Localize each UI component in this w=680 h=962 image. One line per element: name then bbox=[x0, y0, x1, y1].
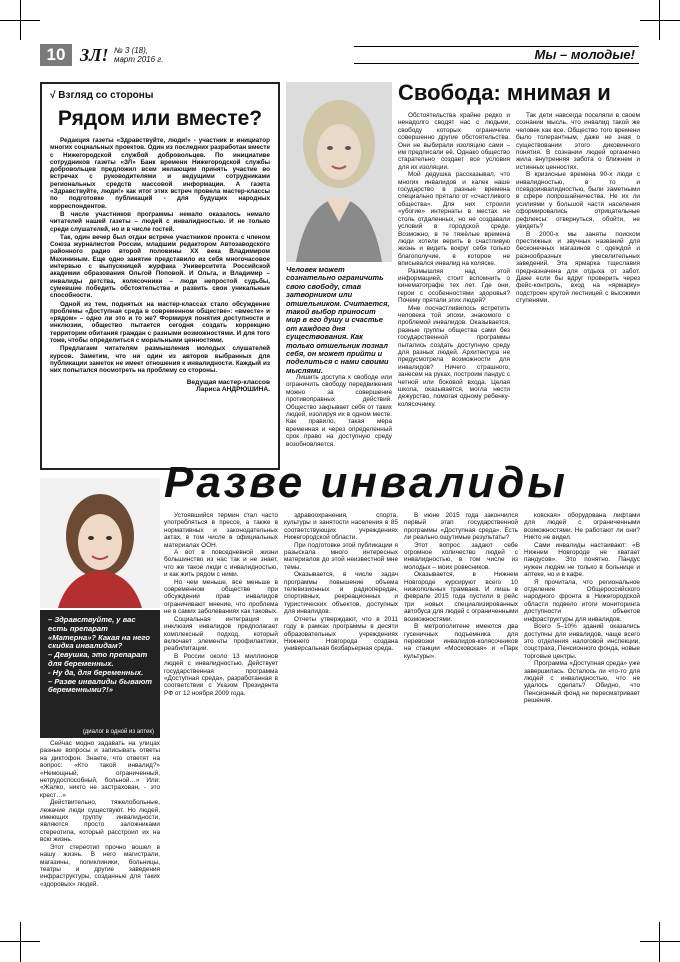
editorial-title: Рядом или вместе? bbox=[57, 107, 263, 130]
paragraph: ковская» оборудована лифтами для людей с ограниченными возможностями. Не работают ли они? Никто не видел. bbox=[524, 512, 640, 542]
crop-mark bbox=[659, 0, 660, 40]
paragraph: Этот вопрос задают себе огромное количество людей с инвалидностью, в том числе из молодых – моих ровесников. bbox=[404, 541, 518, 571]
paragraph: В июне 2015 года закончился первый этап государственной программы «Доступная среда». Есть ли реально ощутимые результаты? bbox=[404, 512, 518, 542]
paragraph: Социальная интеграция и инклюзия инвалидов предполагает комплексный подход, который включает элементы профилактики, реабилитации. bbox=[164, 615, 278, 653]
author-photo bbox=[286, 82, 392, 262]
paragraph: Мне посчастливилось встретить человека той эпохи, знакомого с проблемой инвалидов. Оказывается, разные группы общества сами без государственной программы пытались создать доступную среду для разных людей. Архитектура не предусмотрела возможности для инвалидов? Ничего страшного, занесем на руках, построим пандус с четной или боковой входа. Целая школа, оказывается, могла нести дежурство, помогая одному ребенку-колясочнику. bbox=[398, 304, 510, 408]
paragraph: Программа «Доступная среда» уже завершилась. Осталось ли что-то для людей с инвалидностью, что не удалось сделать? Обидно, что Пенсионный фонд не пересматривает решения. bbox=[524, 660, 640, 705]
text-column bbox=[286, 374, 392, 450]
paragraph: Но чем меньше, все меньше в современном обществе при обсуждении прав инвалидов ограничивают мнение, что проблема не в самих заболеваниях как таковых. bbox=[164, 578, 278, 616]
paragraph: В России около 13 миллионов людей с инвалидностью. Действует государственная программа «Доступная среда», разработанная в соответствии с Указом Президента РФ от 12 ноября 2009 года. bbox=[164, 652, 278, 697]
paragraph: Сами инвалиды настаивают: «В Нижнем Новгороде не хватает пандусов». Это понятно. Пандус нужен людям не только в больнице и аптеке, но и в кафе. bbox=[524, 541, 640, 579]
editorial-box bbox=[40, 82, 280, 470]
signature-role: Ведущая мастер-классов bbox=[186, 378, 270, 386]
paragraph: Отчеты утверждают, что в 2011 году в рамках программы в десяти образовательных учреждениях Нижнего Новгорода создана универсальная безбарьерная среда. bbox=[284, 615, 398, 653]
issue-date: март 2016 г. bbox=[114, 55, 164, 64]
issue-info bbox=[114, 46, 184, 64]
editorial-paragraph: В числе участников программы немало оказалось немало читателей нашей газеты – людей с инвалидностью. И не только среди слушателей, но и в числе гостей. bbox=[50, 210, 270, 233]
dialog-text: – Здравствуйте, у вас есть препарат «Матерна»? Какая на него скидка инвалидам? – Девушка, это препарат для беременных. - Ну да, для беременных. – Разве инвалиды бывают беременными?!» bbox=[48, 615, 153, 695]
text-column bbox=[164, 512, 278, 920]
crop-mark bbox=[640, 941, 680, 942]
paragraph: Оказывается, в числе задач программы повышение объема телевизионных и радиопередач, спортивных, рекреационных и туристических объектов, доступных для инвалидов. bbox=[284, 571, 398, 616]
paragraph: Сейчас модно задавать на улицах разные вопросы и записывать ответы на диктофон. Знаете, что ответят на вопрос: «Кто такой инвалид?» «Немощный, ограниченный, нетрудоспособный, больной…» Или: «Жалко, никто не застрахован, - это крест…» bbox=[40, 740, 160, 799]
paragraph: Устоявшийся термин стал часто употребляться в прессе, а также в нормативных и законодательных актах, в том числе в официальных материалах ООН. bbox=[164, 512, 278, 549]
signature-name: Лариса АНДРЮШИНА. bbox=[196, 386, 270, 394]
editorial-signature bbox=[50, 379, 270, 394]
editorial-paragraph: Одной из тем, поднятых на мастер-классах стало обсуждение проблемы «Доступная среда в современном обществе»: «вместе» и «рядом» – одно ли это и то же? Формируя понятия доступности и инклюзии, общество пытается сегодня создать коррекцию территории обитания граждан с разными возможностями. И для того тоже, чтобы определиться с моральными ценностями. bbox=[50, 300, 270, 345]
paragraph: В 2000-х мы заняты поиском престижных и звучных названий для бесконечных магазинов с одеждой и разнообразных увеселительных заведений. Эта ярмарка тщеславия предназначена для отдыха от забот. Даже если бы вдруг проверить через фейс-контроль, вход на «ярмарку» подстроен крутой лестницей с высокими ступенями. bbox=[516, 230, 640, 305]
paragraph: здравоохранения, спорта, культуры и занятости населения в 85 соответствующих учреждениях Нижегородской области. bbox=[284, 512, 398, 542]
paragraph: Действительно, тяжелобольные, лежачие люди существуют. Но людей, имеющих группу инвалидности, являются просто заложниками стереотипа, который расстроил их на всю жизнь. bbox=[40, 799, 160, 844]
text-column bbox=[524, 512, 640, 920]
crop-mark bbox=[20, 922, 21, 962]
paragraph: Мой дедушка рассказывал, что многих инвалидов и калек наше государство в разные времена специально прятало от «счастливого общества». Для них строили «убогие» интернаты в местах не столь отдаленных, но не создавали условий в городской среде. Возможно, в те тяжёлые времена люди хотели верить в счастливую жизнь и видеть вокруг себя только благополучие, в которое не вписывался инвалид на коляске. bbox=[398, 171, 510, 268]
paragraph: Я прочитала, что региональное отделение Общероссийского народного фронта в Нижегородской области подвело итоги мониторинга доступности объектов инфраструктуры для инвалидов. bbox=[524, 578, 640, 623]
paragraph: Всего 5–10% зданий оказались доступны для инвалидов, чаще всего это отделения налоговой инспекции, соцстраха, Пенсионного фонда, новые торговые центры. bbox=[524, 623, 640, 660]
paragraph: Так дети навсегда поселяли в своем сознании мысль, что инвалид такой же человек как все. Общество того времени было толерантным, даже не зная о существовании этого диковинного понятия. В сознании людей органично жила внутренняя забота о ближнем и истинных ценностях. bbox=[516, 112, 640, 171]
paragraph: В кризисные времена 90-х люди с инвалидностью, в то и псевдоинвалидностью, были заметными в сфере попрошайничества. Не их ли усилиями у большой части населения сформировались отрицательные рефлексы: отвернуться, обойти, не увидеть? bbox=[516, 171, 640, 231]
paragraph: Обстоятельства крайне редко и ненадолго сводят нас с людьми, свободу которых ограничили совершенно другие обстоятельства. Они не выбирали изоляцию сами – им предписали её. Однако общество старательно создает все условия для их изоляции. bbox=[398, 112, 510, 171]
issue-number: № 3 (18), bbox=[114, 46, 149, 55]
editorial-paragraph: Редакция газеты «Здравствуйте, люди!» - участник и инициатор многих социальных проектов. Один из последних разработан вместе с Нижегородской службой добровольцев. По инициативе сотрудников газеты «ЗЛ» Банк времени Нижегородской службы добровольцев предложил всем желающим принять участие во встречах с руководителями и ведущими сотрудниками региональных средств массовой информации. А газета «Здравствуйте, люди!» как итог этих встреч провела мастер-классы по подготовке публикаций - для будущих народных корреспондентов. bbox=[50, 137, 270, 210]
text-column bbox=[40, 740, 160, 920]
dialog-caption: (диалог в одной из аптек) bbox=[82, 729, 154, 735]
text-column bbox=[516, 112, 640, 450]
dialog-box bbox=[40, 610, 160, 738]
paragraph: Лишить доступа к свободе или ограничить свободу передвижения можно за совершение противоправных действий. Общество закрывает себя от таких людей, изолируя их в одном месте. Как правило, такая мера временная и через определенный срок право на доступную среду возобновляется. bbox=[286, 374, 392, 448]
editorial-body bbox=[50, 137, 270, 375]
article-title: Свобода: мнимая и bbox=[398, 80, 611, 105]
girl-photo bbox=[40, 478, 160, 608]
article-title: Разве инвалиды bbox=[164, 458, 568, 507]
page-number: 10 bbox=[40, 44, 72, 66]
editorial-paragraph: Так, один вечер был отдан встрече участников проекта с членом Союза журналистов России, младшим редактором Автозаводского районного радио второй половины ХХ века Владимиром Махининым. Еще одно занятие представило из себя многочасовое интервью с выпускницей журфака Университета Российской академии образования Ольгой Поповой. И Ольга, и Владимир – инвалиды детства, колясочники – люди непростой судьбы, сумевшие победить обстоятельства и развить свои уникальные способности. bbox=[50, 233, 270, 300]
paragraph: В метрополитене имеются два гусеничных подъемника для перевозки инвалидов-колясочников на станции «Московская» и «Парк культуры». bbox=[404, 623, 518, 660]
crop-mark bbox=[640, 20, 680, 21]
paragraph: При подготовке этой публикации я разыскала много интересных материалов до этой неизвестной мне темы. bbox=[284, 541, 398, 571]
paragraph: Этот стереотип прочно вошел в нашу жизнь. В него магистрали, магазины, поликлиники, больницы, театры и другие заведения инфраструктуры, созданные для таких «здоровых» людей. bbox=[40, 843, 160, 888]
paragraph: Размышляя над этой информацией, стоит вспомнить о кинематографе тех лет. Где они, герои с особенностями здоровья? Почему прятали этих людей? bbox=[398, 267, 510, 305]
section-rubric: Мы – молодые! bbox=[354, 46, 639, 64]
pull-quote: Человек может сознательно ограничить свою свободу, став затворником или отшельником. Считается, такой выбор приносит мир в его душу и счастье от каждого дня существования. Как только отшельник познал себя, он может прийти и поделиться с нами своими мыслями. bbox=[286, 265, 390, 375]
page-header bbox=[40, 44, 640, 66]
text-column bbox=[404, 512, 518, 920]
crop-mark bbox=[20, 0, 21, 40]
text-column bbox=[284, 512, 398, 920]
editorial-kicker: √ Взгляд со стороны bbox=[50, 90, 154, 101]
paragraph: Оказывается, в Нижнем Новгороде курсируют всего 10 низкопольных трамваев. И лишь в феврале 2015 года пустили в рейс три новых специализированных автобуса для людей с ограниченными возможностями. bbox=[404, 571, 518, 623]
text-column bbox=[398, 112, 510, 450]
paragraph: А вот в повседневной жизни большинство из нас так и не знает, что же такое люди с инвалидностью, и как жить рядом с ними. bbox=[164, 549, 278, 579]
newspaper-logo: ЗЛ! bbox=[80, 45, 109, 65]
editorial-paragraph: Предлагаем читателям размышления молодых слушателей курсов. Заметим, что ни один из авторов выбранных для публикации заметок не имеет отношения к инвалидности. Каждый из них попытался посмотреть на проблему со стороны. bbox=[50, 345, 270, 375]
crop-mark bbox=[659, 922, 660, 962]
